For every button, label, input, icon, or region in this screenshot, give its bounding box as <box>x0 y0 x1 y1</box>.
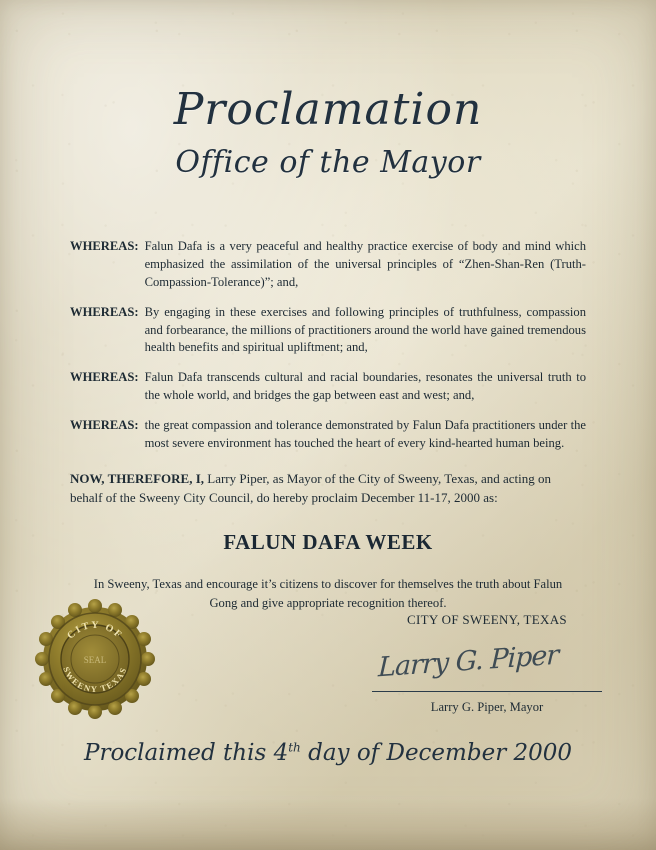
therefore-text: Larry Piper, as Mayor of the City of Sweeny, Texas, and acting on behalf of the Sweeny City Council, do hereby proclaim December 11-17, 2000 as: <box>70 470 551 506</box>
whereas-label: WHEREAS: <box>70 418 139 432</box>
whereas-clause <box>70 417 586 453</box>
document-title-block <box>0 84 656 180</box>
seal-top-text: CITY OF <box>65 619 125 642</box>
whereas-clause <box>70 238 586 292</box>
whereas-text: the great compassion and tolerance demonstrated by Falun Dafa practitioners under the most severe environment has touched the heart of every kind-hearted human being. <box>144 418 586 450</box>
city-line: CITY OF SWEENY, TEXAS <box>407 612 567 627</box>
date-prefix: Proclaimed this 4 <box>83 740 289 766</box>
page-subtitle: Office of the Mayor <box>175 145 481 180</box>
therefore-paragraph <box>70 469 586 508</box>
whereas-label: WHEREAS: <box>70 304 139 319</box>
seal-bottom-text: SWEENY TEXAS <box>61 665 129 695</box>
whereas-text: Falun Dafa is a very peaceful and healthy practice exercise of body and mind which emphasized the assimilation of the universal principles of “Zhen-Shan-Ren (Truth-Compassion-Tolerance)”; and, <box>144 239 586 289</box>
page-title: Proclamation <box>173 84 483 135</box>
closing-paragraph: In Sweeny, Texas and encourage it’s citizens to discover for themselves the truth about Falun Gong and give appropriate recognition thereof. <box>93 576 563 610</box>
handwritten-signature: Larry G. Piper <box>377 639 559 684</box>
therefore-lead: NOW, THEREFORE, I, <box>70 470 205 486</box>
proclamation-headline: FALUN DAFA WEEK <box>223 529 433 554</box>
signature-block <box>372 612 602 715</box>
signature-area <box>372 639 602 698</box>
whereas-text: By engaging in these exercises and following principles of truthfulness, compassion and forbearance, the millions of practitioners around the world have gained tremendous health benefits and spiritual upliftment; and, <box>144 304 586 355</box>
proclaimed-date-line <box>0 740 656 766</box>
signature-name: Larry G. Piper, Mayor <box>430 700 544 714</box>
page-bottom-shadow <box>0 798 656 850</box>
signature-rule <box>372 691 602 692</box>
city-seal <box>34 598 156 720</box>
date-suffix: day of December 2000 <box>300 740 573 766</box>
document-body <box>70 238 586 613</box>
whereas-clause <box>70 369 586 405</box>
whereas-label: WHEREAS: <box>70 239 139 253</box>
whereas-text: Falun Dafa transcends cultural and racial boundaries, resonates the universal truth to the whole world, and bridges the gap between east and west; and, <box>144 370 586 403</box>
seal-center-text: SEAL <box>83 655 107 665</box>
whereas-clause <box>70 304 586 358</box>
whereas-label: WHEREAS: <box>70 370 139 385</box>
date-ordinal-suffix: th <box>288 740 301 755</box>
